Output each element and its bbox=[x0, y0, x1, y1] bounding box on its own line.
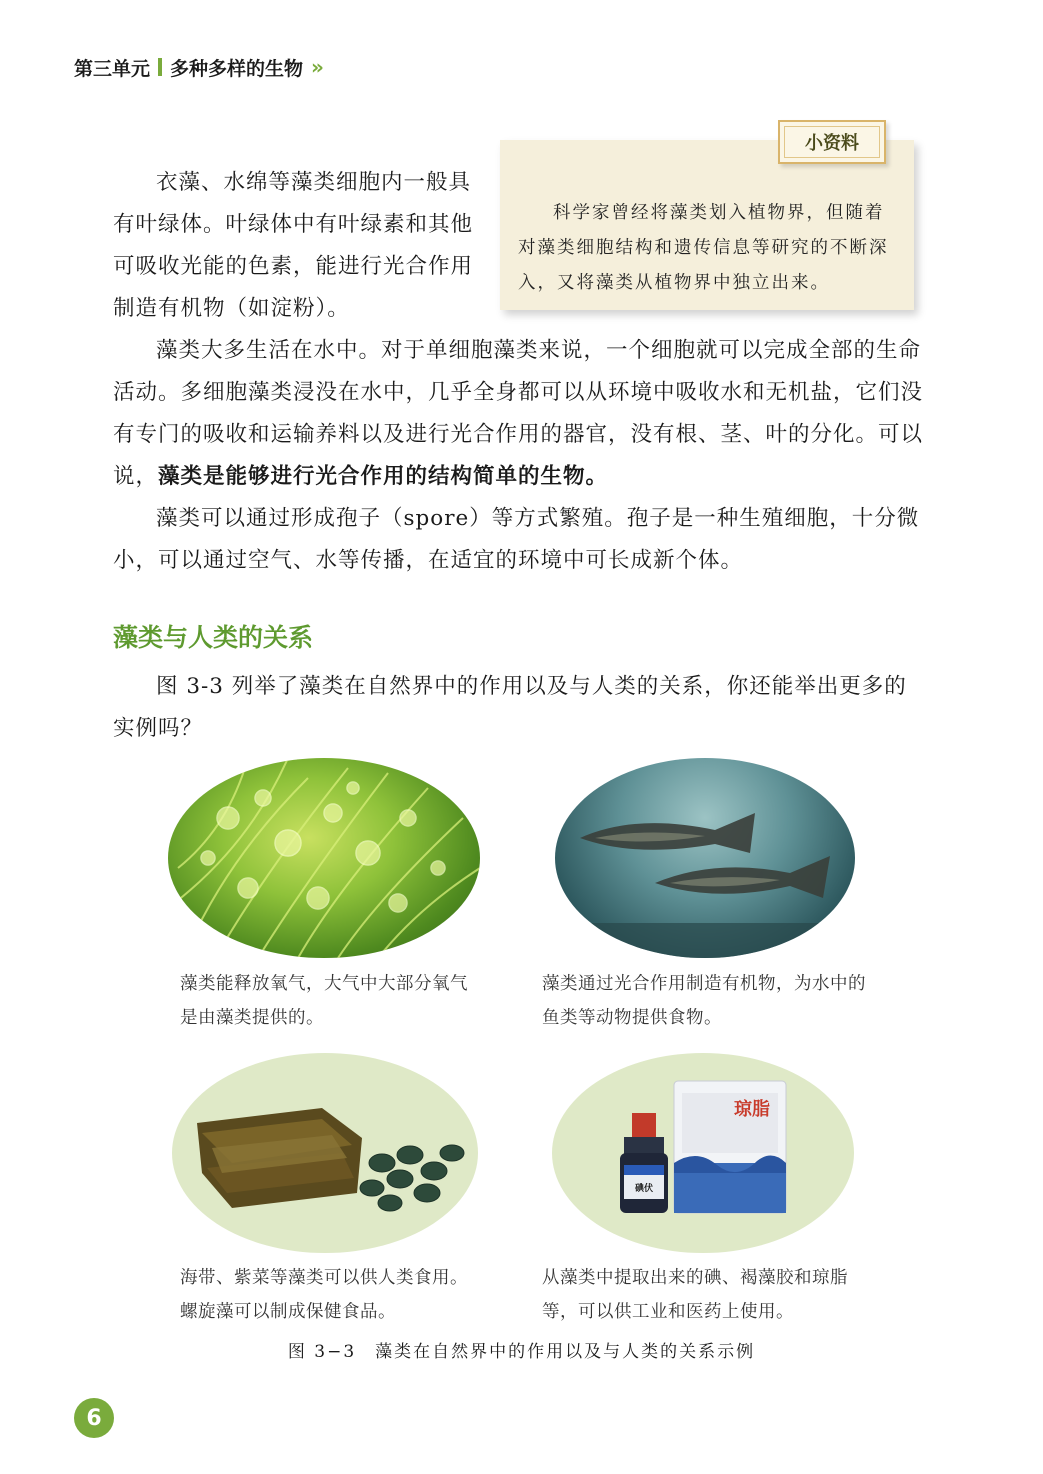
section-intro: 图 3-3 列举了藻类在自然界中的作用以及与人类的关系，你还能举出更多的实例吗？ bbox=[113, 674, 907, 741]
iodine-bottle-label: 碘伏 bbox=[634, 1184, 654, 1194]
running-header bbox=[74, 52, 320, 82]
fish-image bbox=[555, 758, 855, 958]
info-box-tag: 小资料 bbox=[778, 120, 886, 164]
chevron-right-icon: » bbox=[311, 55, 320, 79]
paragraph-habitat bbox=[113, 330, 923, 498]
algae-oxygen-image bbox=[168, 758, 480, 958]
food-caption: 海带、紫菜等藻类可以供人类食用。螺旋藻可以制成保健食品。 bbox=[180, 1268, 468, 1322]
paragraph-habitat-text: 藻类大多生活在水中。对于单细胞藻类来说，一个细胞就可以完成全部的生命活动。多细胞藻类浸没在水中，几乎全身都可以从环境中吸收水和无机盐，它们没有专门的吸收和运输养料以及进行光合作用的器官，没有根、茎、叶的分化。可以说， bbox=[113, 338, 924, 489]
header-divider bbox=[158, 58, 162, 76]
page-number: 6 bbox=[74, 1398, 114, 1438]
paragraph-chloroplast: 衣藻、水绵等藻类细胞内一般具有叶绿体。叶绿体中有叶绿素和其他可吸收光能的色素，能进行光合作用制造有机物（如淀粉）。 bbox=[113, 170, 474, 321]
paragraph-spores: 藻类可以通过形成孢子（spore）等方式繁殖。孢子是一种生殖细胞，十分微小，可以通过空气、水等传播，在适宜的环境中可长成新个体。 bbox=[113, 506, 920, 573]
info-box-text: 科学家曾经将藻类划入植物界，但随着对藻类细胞结构和遗传信息等研究的不断深入，又将藻类从植物界中独立出来。 bbox=[518, 203, 889, 293]
industry-caption: 从藻类中提取出来的碘、褐藻胶和琼脂等，可以供工业和医药上使用。 bbox=[542, 1268, 848, 1322]
fish-caption: 藻类通过光合作用制造有机物，为水中的鱼类等动物提供食物。 bbox=[542, 974, 866, 1028]
iodine-agar-image bbox=[552, 1053, 854, 1253]
unit-title: 多种多样的生物 bbox=[170, 57, 304, 80]
agar-bag-label: 琼脂 bbox=[734, 1099, 770, 1120]
unit-label: 第三单元 bbox=[74, 57, 151, 80]
figure-caption: 图 3−3 藻类在自然界中的作用以及与人类的关系示例 bbox=[287, 1342, 756, 1362]
oxygen-caption: 藻类能释放氧气，大气中大部分氧气是由藻类提供的。 bbox=[180, 974, 468, 1028]
key-statement: 藻类是能够进行光合作用的结构简单的生物。 bbox=[158, 464, 609, 489]
kelp-spirulina-image bbox=[172, 1053, 478, 1253]
section-title: 藻类与人类的关系 bbox=[113, 623, 314, 652]
info-box bbox=[500, 133, 914, 310]
